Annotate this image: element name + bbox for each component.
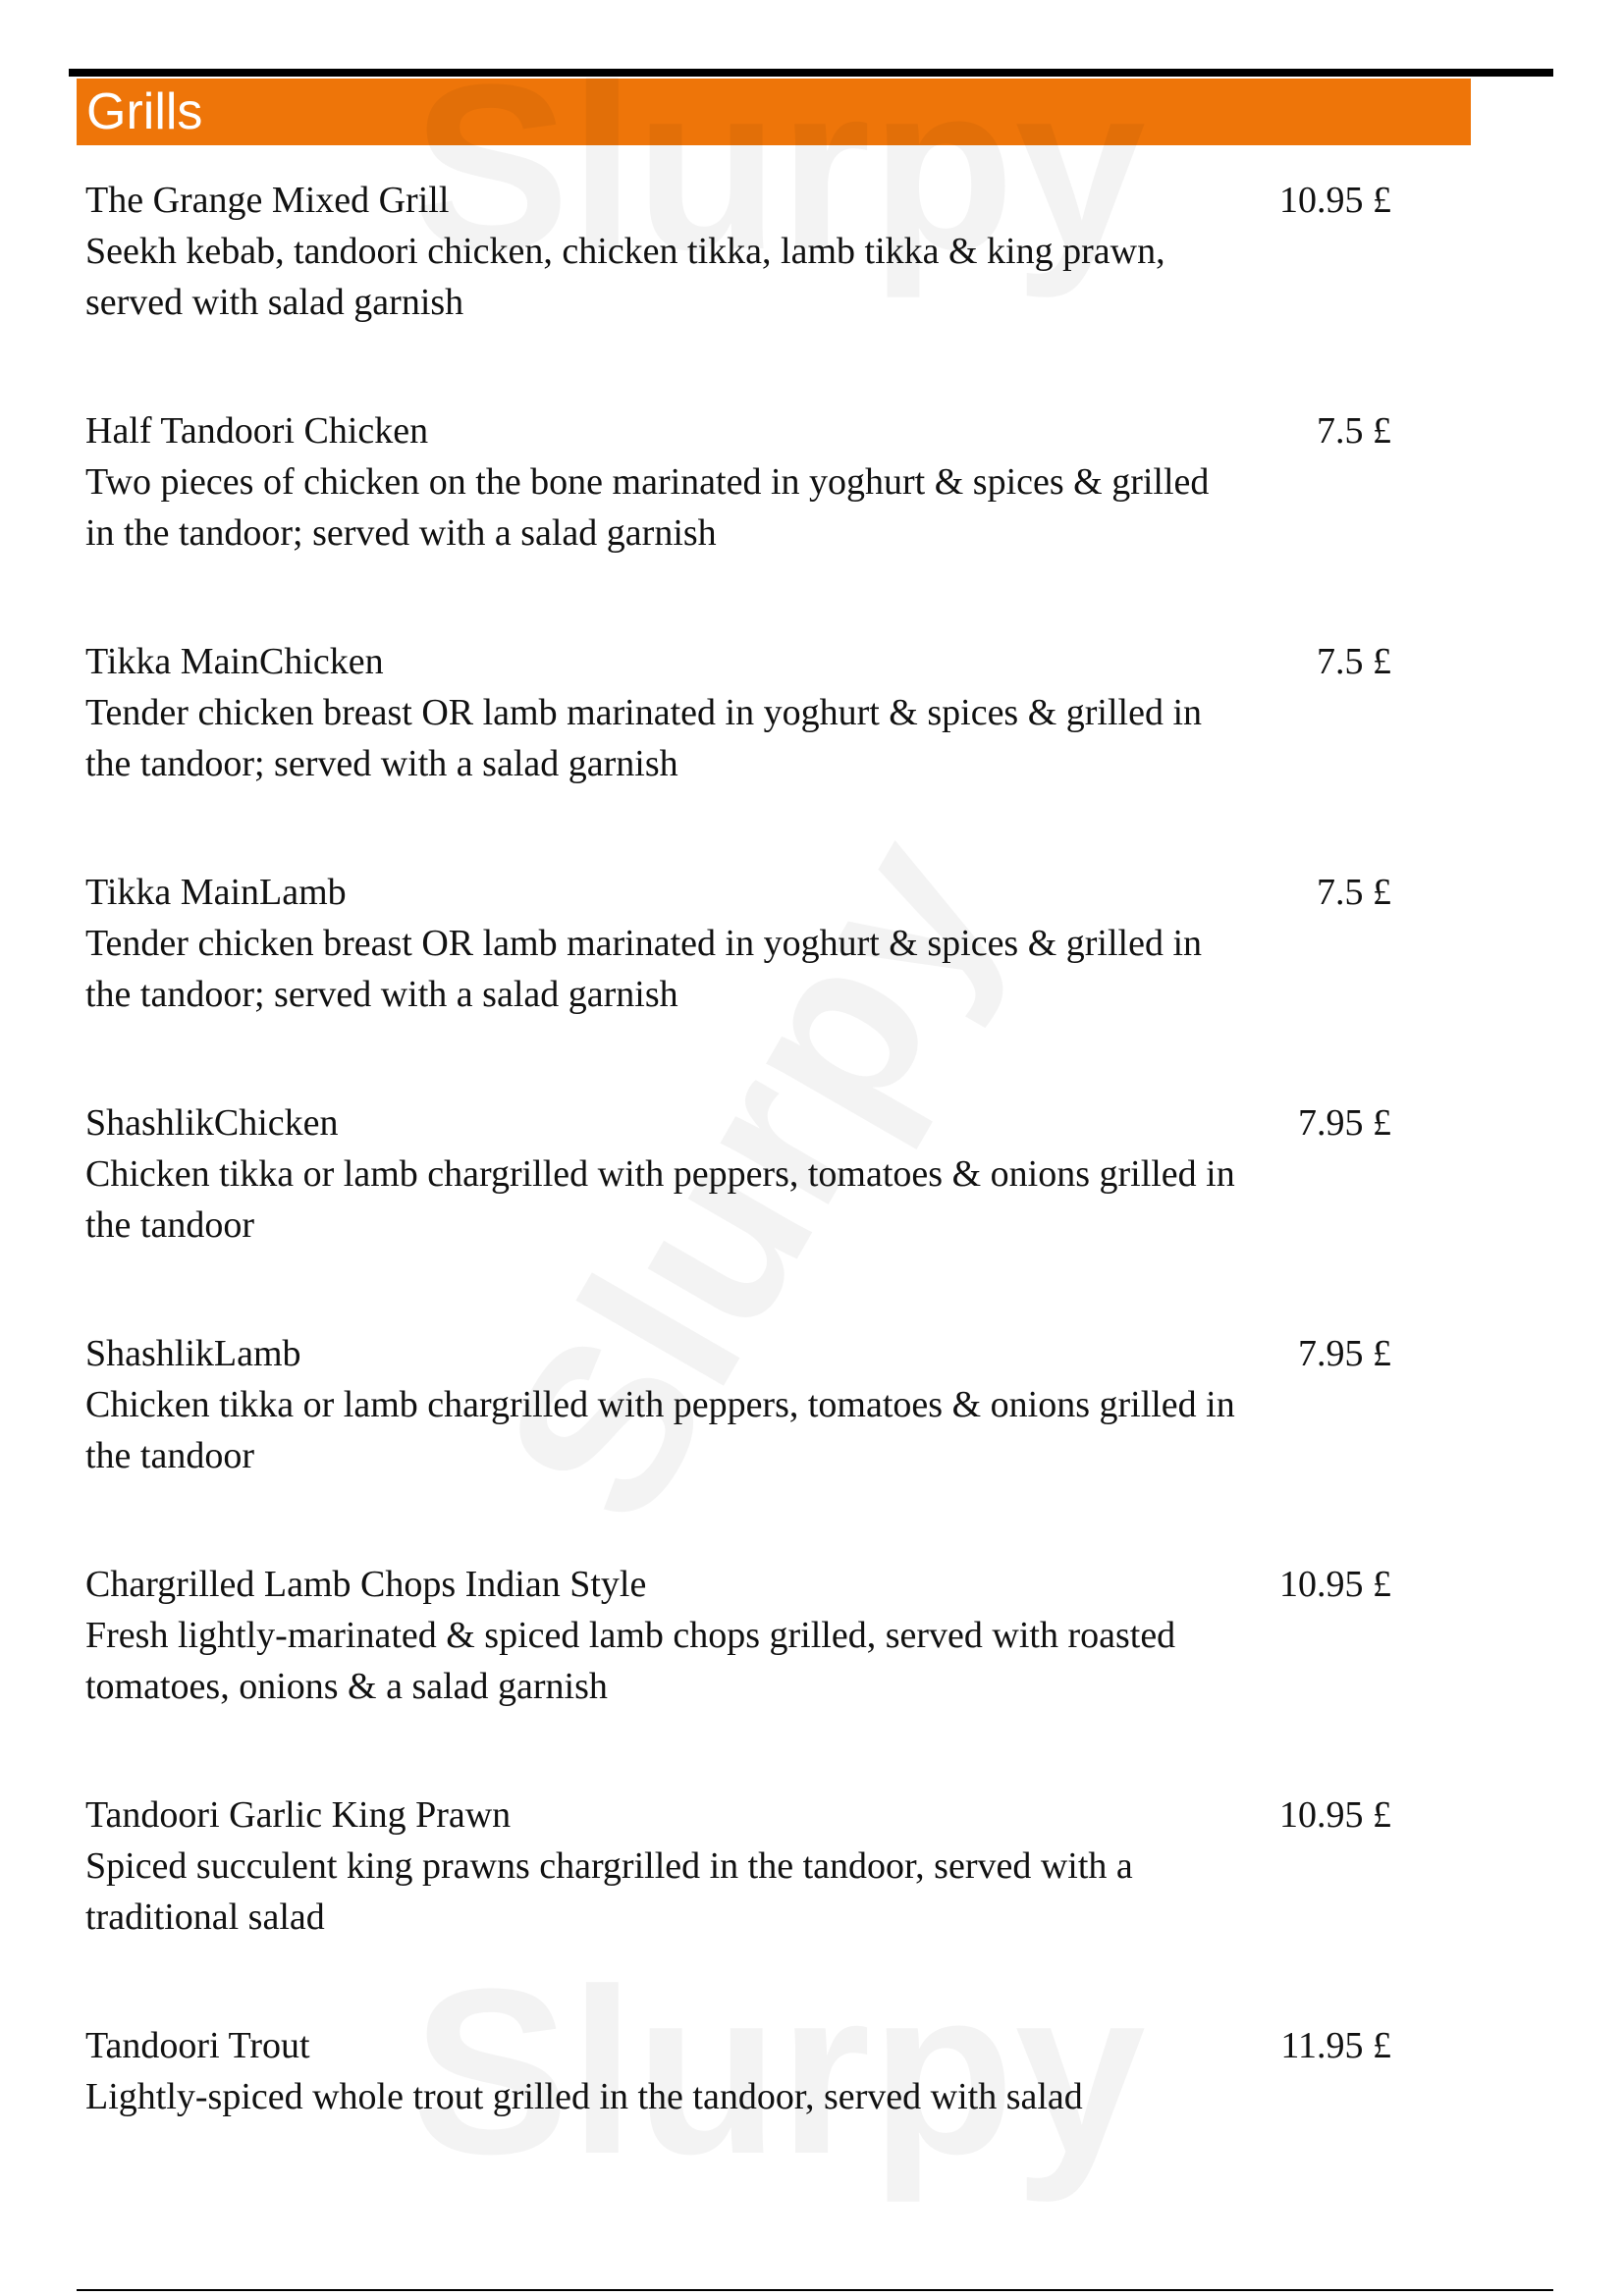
item-name: Tandoori Trout bbox=[85, 2025, 310, 2066]
item-name: Tikka MainLamb bbox=[85, 872, 347, 913]
item-name: ShashlikChicken bbox=[85, 1102, 339, 1144]
item-name: Chargrilled Lamb Chops Indian Style bbox=[85, 1564, 647, 1605]
menu-item bbox=[85, 1559, 1391, 1789]
item-name: Tandoori Garlic King Prawn bbox=[85, 1794, 512, 1836]
item-description: Seekh kebab, tandoori chicken, chicken tikka, lamb tikka & king prawn, served with salad garnish bbox=[85, 231, 1165, 323]
bottom-rule bbox=[77, 2289, 1553, 2291]
item-price: 10.95 £ bbox=[1279, 180, 1391, 221]
item-description: Chicken tikka or lamb chargrilled with peppers, tomatoes & onions grilled in the tandoor bbox=[85, 1153, 1235, 1246]
item-price: 7.5 £ bbox=[1317, 872, 1391, 913]
menu-item bbox=[85, 867, 1391, 1097]
item-price: 11.95 £ bbox=[1280, 2025, 1391, 2066]
item-description: Lightly-spiced whole trout grilled in the tandoor, served with salad bbox=[85, 2076, 1083, 2117]
menu-item bbox=[85, 1097, 1391, 1328]
item-name: Half Tandoori Chicken bbox=[85, 410, 429, 452]
item-price: 7.5 £ bbox=[1317, 641, 1391, 682]
menu-item bbox=[85, 1789, 1391, 2020]
item-price: 7.5 £ bbox=[1317, 410, 1391, 452]
section-header bbox=[77, 79, 1471, 145]
menu-list bbox=[85, 175, 1391, 2251]
section-title: Grills bbox=[86, 83, 203, 140]
item-description: Tender chicken breast OR lamb marinated in yoghurt & spices & grilled in the tandoor; served with a salad garnish bbox=[85, 692, 1203, 784]
item-price: 10.95 £ bbox=[1279, 1794, 1391, 1836]
item-description: Tender chicken breast OR lamb marinated in yoghurt & spices & grilled in the tandoor; served with a salad garnish bbox=[85, 923, 1203, 1015]
menu-item bbox=[85, 405, 1391, 636]
menu-item bbox=[85, 636, 1391, 867]
item-description: Chicken tikka or lamb chargrilled with peppers, tomatoes & onions grilled in the tandoor bbox=[85, 1384, 1235, 1476]
item-name: The Grange Mixed Grill bbox=[85, 180, 450, 221]
menu-item bbox=[85, 2020, 1391, 2251]
item-name: Tikka MainChicken bbox=[85, 641, 384, 682]
item-price: 7.95 £ bbox=[1298, 1102, 1391, 1144]
item-description: Two pieces of chicken on the bone marinated in yoghurt & spices & grilled in the tandoor; served with a salad garnish bbox=[85, 461, 1210, 554]
item-price: 7.95 £ bbox=[1298, 1333, 1391, 1374]
item-price: 10.95 £ bbox=[1279, 1564, 1391, 1605]
menu-item bbox=[85, 1328, 1391, 1559]
item-description: Fresh lightly-marinated & spiced lamb chops grilled, served with roasted tomatoes, onions & a salad garnish bbox=[85, 1615, 1176, 1707]
menu-item bbox=[85, 175, 1391, 405]
item-name: ShashlikLamb bbox=[85, 1333, 301, 1374]
top-rule bbox=[69, 69, 1553, 77]
item-description: Spiced succulent king prawns chargrilled in the tandoor, served with a traditional salad bbox=[85, 1845, 1133, 1938]
